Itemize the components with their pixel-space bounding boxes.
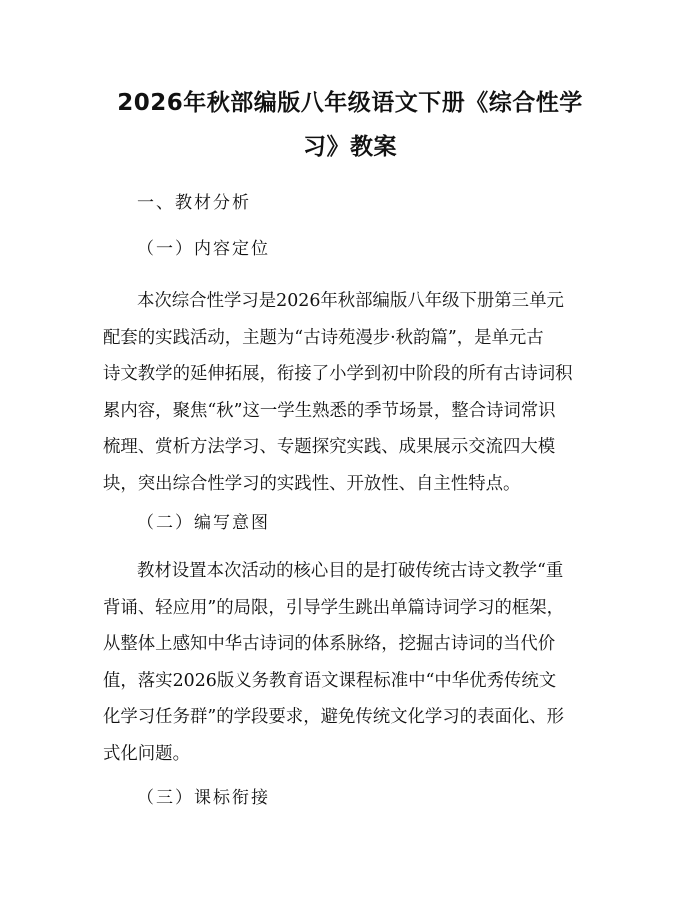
- document-title-line-1: 2026年秋部编版八年级语文下册《综合性学: [117, 90, 583, 116]
- subheading-content-positioning: （一）内容定位: [137, 239, 270, 259]
- paragraph-line: 梳理、赏析方法学习、专题探究实践、成果展示交流四大模: [103, 437, 556, 457]
- paragraph-line: 教材设置本次活动的核心目的是打破传统古诗文教学“重: [137, 561, 564, 581]
- paragraph-line: 背诵、轻应用”的局限，引导学生跳出单篇诗词学习的框架，: [103, 597, 565, 618]
- paragraph-line: 式化问题。: [103, 743, 190, 764]
- paragraph-line: 从整体上感知中华古诗词的体系脉络，挖掘古诗词的当代价: [103, 634, 556, 654]
- subheading-writing-intent: （二）编写意图: [137, 513, 270, 533]
- paragraph-line: 本次综合性学习是2026年秋部编版八年级下册第三单元: [137, 291, 564, 311]
- paragraph-line: 化学习任务群”的学段要求，避免传统文化学习的表面化、形: [103, 707, 565, 727]
- section-heading-teaching-material-analysis: 一、教材分析: [137, 193, 251, 213]
- paragraph-writing-intent: [103, 553, 599, 772]
- paragraph-line: 值，落实2026版义务教育语文课程标准中“中华优秀传统文: [103, 670, 557, 691]
- paragraph-content-positioning: [103, 283, 599, 502]
- document-title-line-2: 习》教案: [303, 134, 397, 160]
- subheading-curriculum-standard-link: （三）课标衔接: [137, 788, 270, 808]
- paragraph-line: 块，突出综合性学习的实践性、开放性、自主性特点。: [103, 473, 521, 494]
- paragraph-line: 配套的实践活动，主题为“古诗苑漫步·秋韵篇”，是单元古: [103, 327, 544, 348]
- paragraph-line: 诗文教学的延伸拓展，衔接了小学到初中阶段的所有古诗词积: [103, 364, 573, 384]
- paragraph-line: 累内容，聚焦“秋”这一学生熟悉的季节场景，整合诗词常识: [103, 400, 556, 421]
